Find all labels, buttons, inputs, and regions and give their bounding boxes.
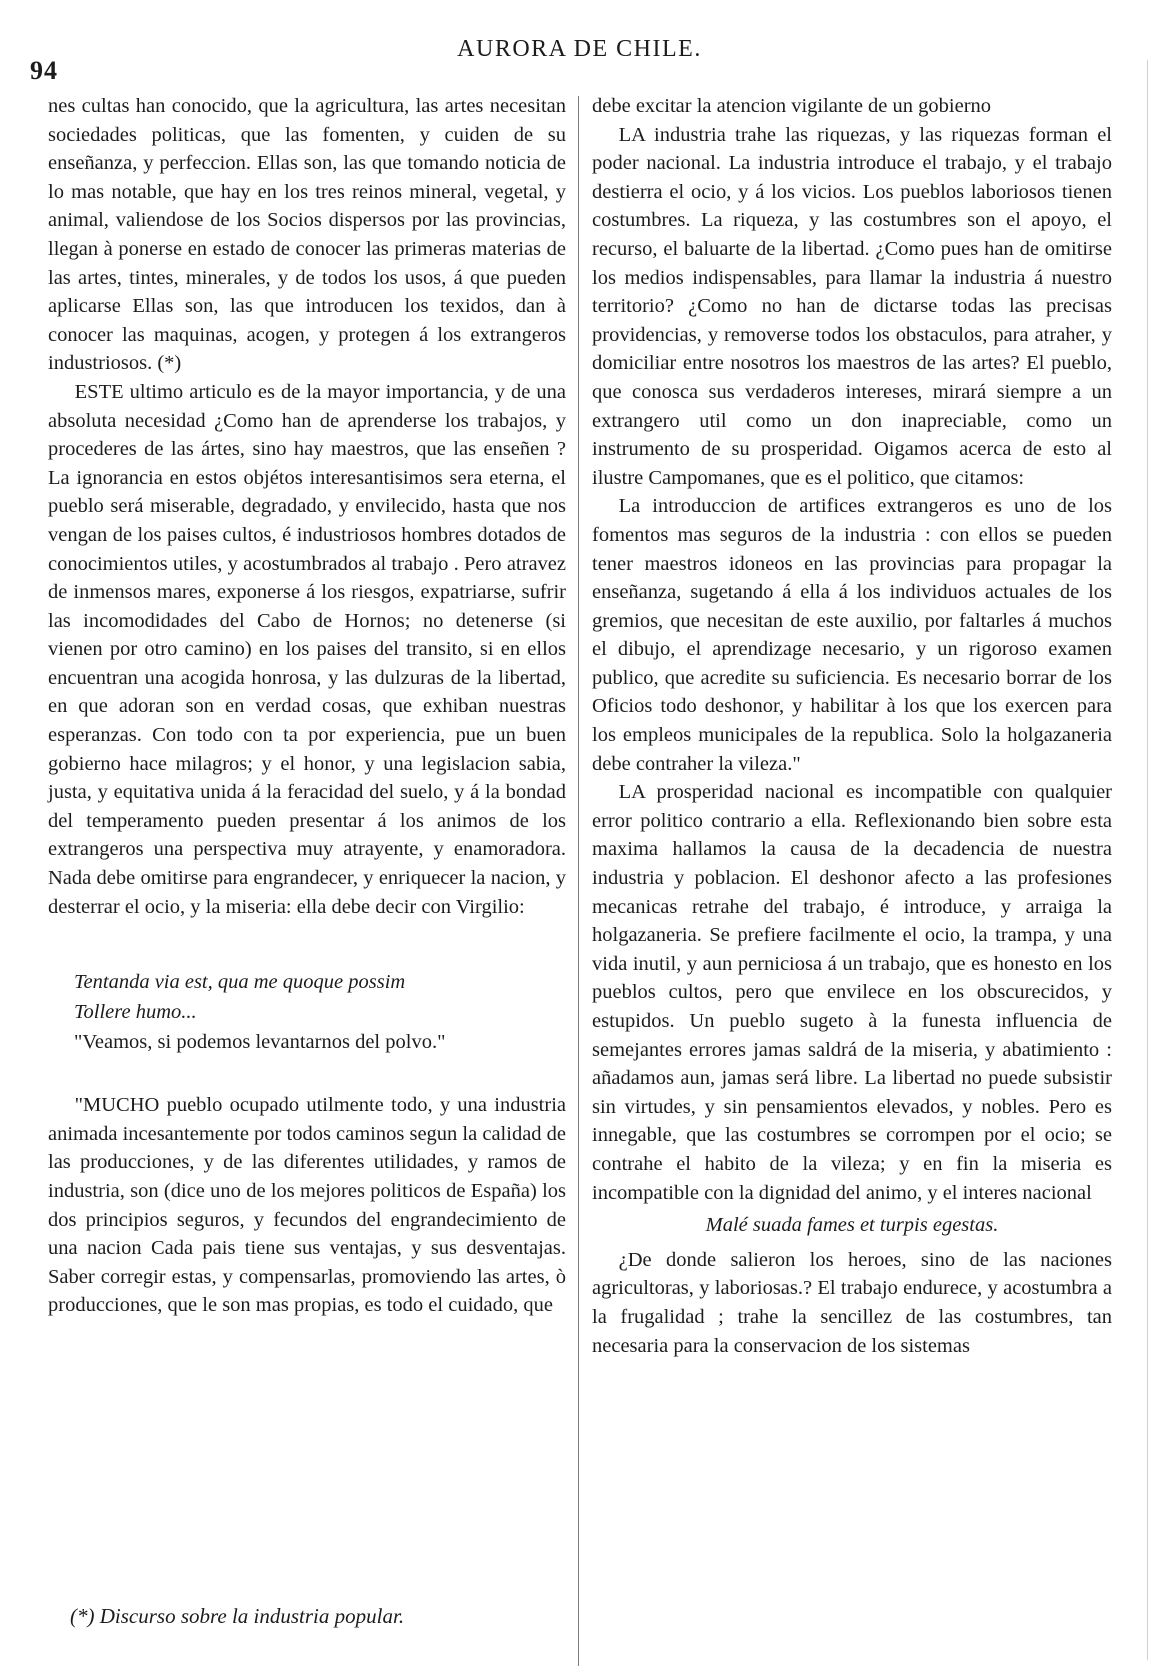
right-column: [592, 92, 1112, 1360]
footnote: (*) Discurso sobre la industria popular.: [70, 1604, 405, 1628]
paragraph: debe excitar la atencion vigilante de un gobierno: [592, 95, 992, 117]
paragraph: LA prosperidad nacional es incompatible con qualquier error politico contrario a ella. Reflexionando bien sobre esta maxima hallamos la causa de la decadencia de nuestra industria y poblacion. El deshonor afecto a las profesiones mecanicas retrahe del trabajo, é introduce, y arraiga la holgazaneria. Se prefiere facilmente el ocio, la trampa, y una vida inutil, y aun perniciosa á un trabajo, que es honesto en los pueblos cultos, pero que envilece en los obscurecidos, y estupidos. Un pueblo sugeto à la funesta influencia de semejantes errores jamas saldrá de la miseria, y abatimiento : añadamos aun, jamas será libre. La libertad no puede subsistir sin virtudes, y sin pensamientos elevados, y nobles. Pero es innegable, que las costumbres se corrompen por el ocio; se contrahe el habito de la vileza; y en fin la miseria es incompatible con la dignidad del animo, y el interes nacional: [592, 781, 1112, 1204]
paragraph: LA industria trahe las riquezas, y las riquezas forman el poder nacional. La industria introduce el trabajo, y el trabajo destierra el ocio, y á los vicios. Los pueblos laboriosos tienen costumbres. La riqueza, y las costumbres son el apoyo, el recurso, el baluarte de la libertad. ¿Como pues han de omitirse los medios indispensables, para llamar la industria á nuestro territorio? ¿Como no han de dictarse todas las precisas providencias, y removerse todos los obstaculos, para atraher, y domiciliar entre nosotros los maestros de las artes? El pueblo, que conosca sus verdaderos intereses, mirará siempre a un extrangero util como un don inapreciable, como un instrumento de su prosperidad. Oigamos acerca de esto al ilustre Campomanes, que es el politico, que citamos:: [592, 123, 1112, 489]
paragraph: ¿De donde salieron los heroes, sino de las naciones agricultoras, y laboriosas.? El trabajo endurece, y acostumbra a la frugalidad ; trahe la sencillez de las costumbres, tan necesaria para la conservacion de los sistemas: [592, 1248, 1112, 1357]
page-number: 94: [30, 56, 58, 85]
verse-line: Tollere humo...: [74, 1001, 197, 1024]
verse-translation: "Veamos, si podemos levantarnos del polvo.": [74, 1031, 446, 1054]
column-divider: [578, 96, 579, 1666]
verse-line: Tentanda via est, qua me quoque possim: [74, 971, 406, 994]
page-edge-line: [1147, 60, 1148, 1660]
left-column: [48, 92, 566, 1320]
paragraph: La introduccion de artifices extrangeros es uno de los fomentos mas seguros de la industria : con ellos se pueden tener maestros idoneos en las provincias para propagar la enseñanza, sugetando á ella á los individuos actuales de los gremios, que necesitan de este auxilio, por faltarles á muchos el dibujo, el aprendizage necesario, y un rigoroso examen publico, que acredite su suficiencia. Es necesario borrar de los Oficios todo deshonor, y habilitar à los que los exercen para los empleos municipales de la republica. Solo la holgazaneria debe contraher la vileza.": [592, 495, 1112, 775]
latin-motto: Malé suada fames et turpis egestas.: [705, 1214, 999, 1237]
latin-verse: [48, 967, 566, 1027]
running-title: AURORA DE CHILE.: [457, 36, 702, 62]
spacer: [48, 1057, 566, 1091]
paragraph: nes cultas han conocido, que la agricultura, las artes necesitan sociedades politicas, que las fomenten, y cuiden de su enseñanza, y perfeccion. Ellas son, las que tomando noticia de lo mas notable, que hay en los tres reinos mineral, vegetal, y animal, valiendose de los Socios dispersos por las provincias, llegan à ponerse en estado de conocer las primeras materias de las artes, tintes, minerales, y de todos los usos, á que pueden aplicarse Ellas son, las que introducen los texidos, dan à conocer las maquinas, acogen, y protegen á los extrangeros industriosos. (*): [48, 95, 566, 375]
page-header: [0, 34, 1159, 85]
paragraph: "MUCHO pueblo ocupado utilmente todo, y una industria animada incesantemente por todos caminos segun la calidad de las producciones, y de las diferentes utilidades, y ramos de industria, son (dice uno de los mejores politicos de España) los dos principios seguros, y fecundos del engrandecimiento de una nacion Cada pais tiene sus ventajas, y sus desventajas. Saber corregir estas, y compensarlas, promoviendo las artes, ò producciones, que le son mas propias, es todo el cuidado, que: [48, 1094, 567, 1317]
paragraph: ESTE ultimo articulo es de la mayor importancia, y de una absoluta necesidad ¿Como han de aprenderse los trabajos, y procederes de las ártes, sino hay maestros, que las enseñen ? La ignorancia en estos objétos interesantisimos sera eterna, el pueblo será miserable, degradado, y envilecido, hasta que nos vengan de los paises cultos, é industriosos hombres dotados de conocimientos utiles, y acostumbrados al trabajo . Pero atravez de inmensos mares, exponerse á los riesgos, expatriarse, sufrir las incomodidades del Cabo de Hornos; no detenerse (si vienen por otro camino) en los paises del transito, si en ellos encuentran una acogida honrosa, y las dulzuras de la libertad, en que adoran son en verdad cosas, que exhiban nuestras esperanzas. Con todo con ta por experiencia, pue un buen gobierno hace milagros; y el honor, y una legislacion sabia, justa, y equitativa unida á la feracidad del suelo, y á la bondad del temperamento pueden presentar á los animos de los extrangeros una perspectiva muy atrayente, y enamoradora. Nada debe omitirse para engrandecer, y enriquecer la nacion, y desterrar el ocio, y la miseria: ella debe decir con Virgilio:: [48, 380, 566, 918]
